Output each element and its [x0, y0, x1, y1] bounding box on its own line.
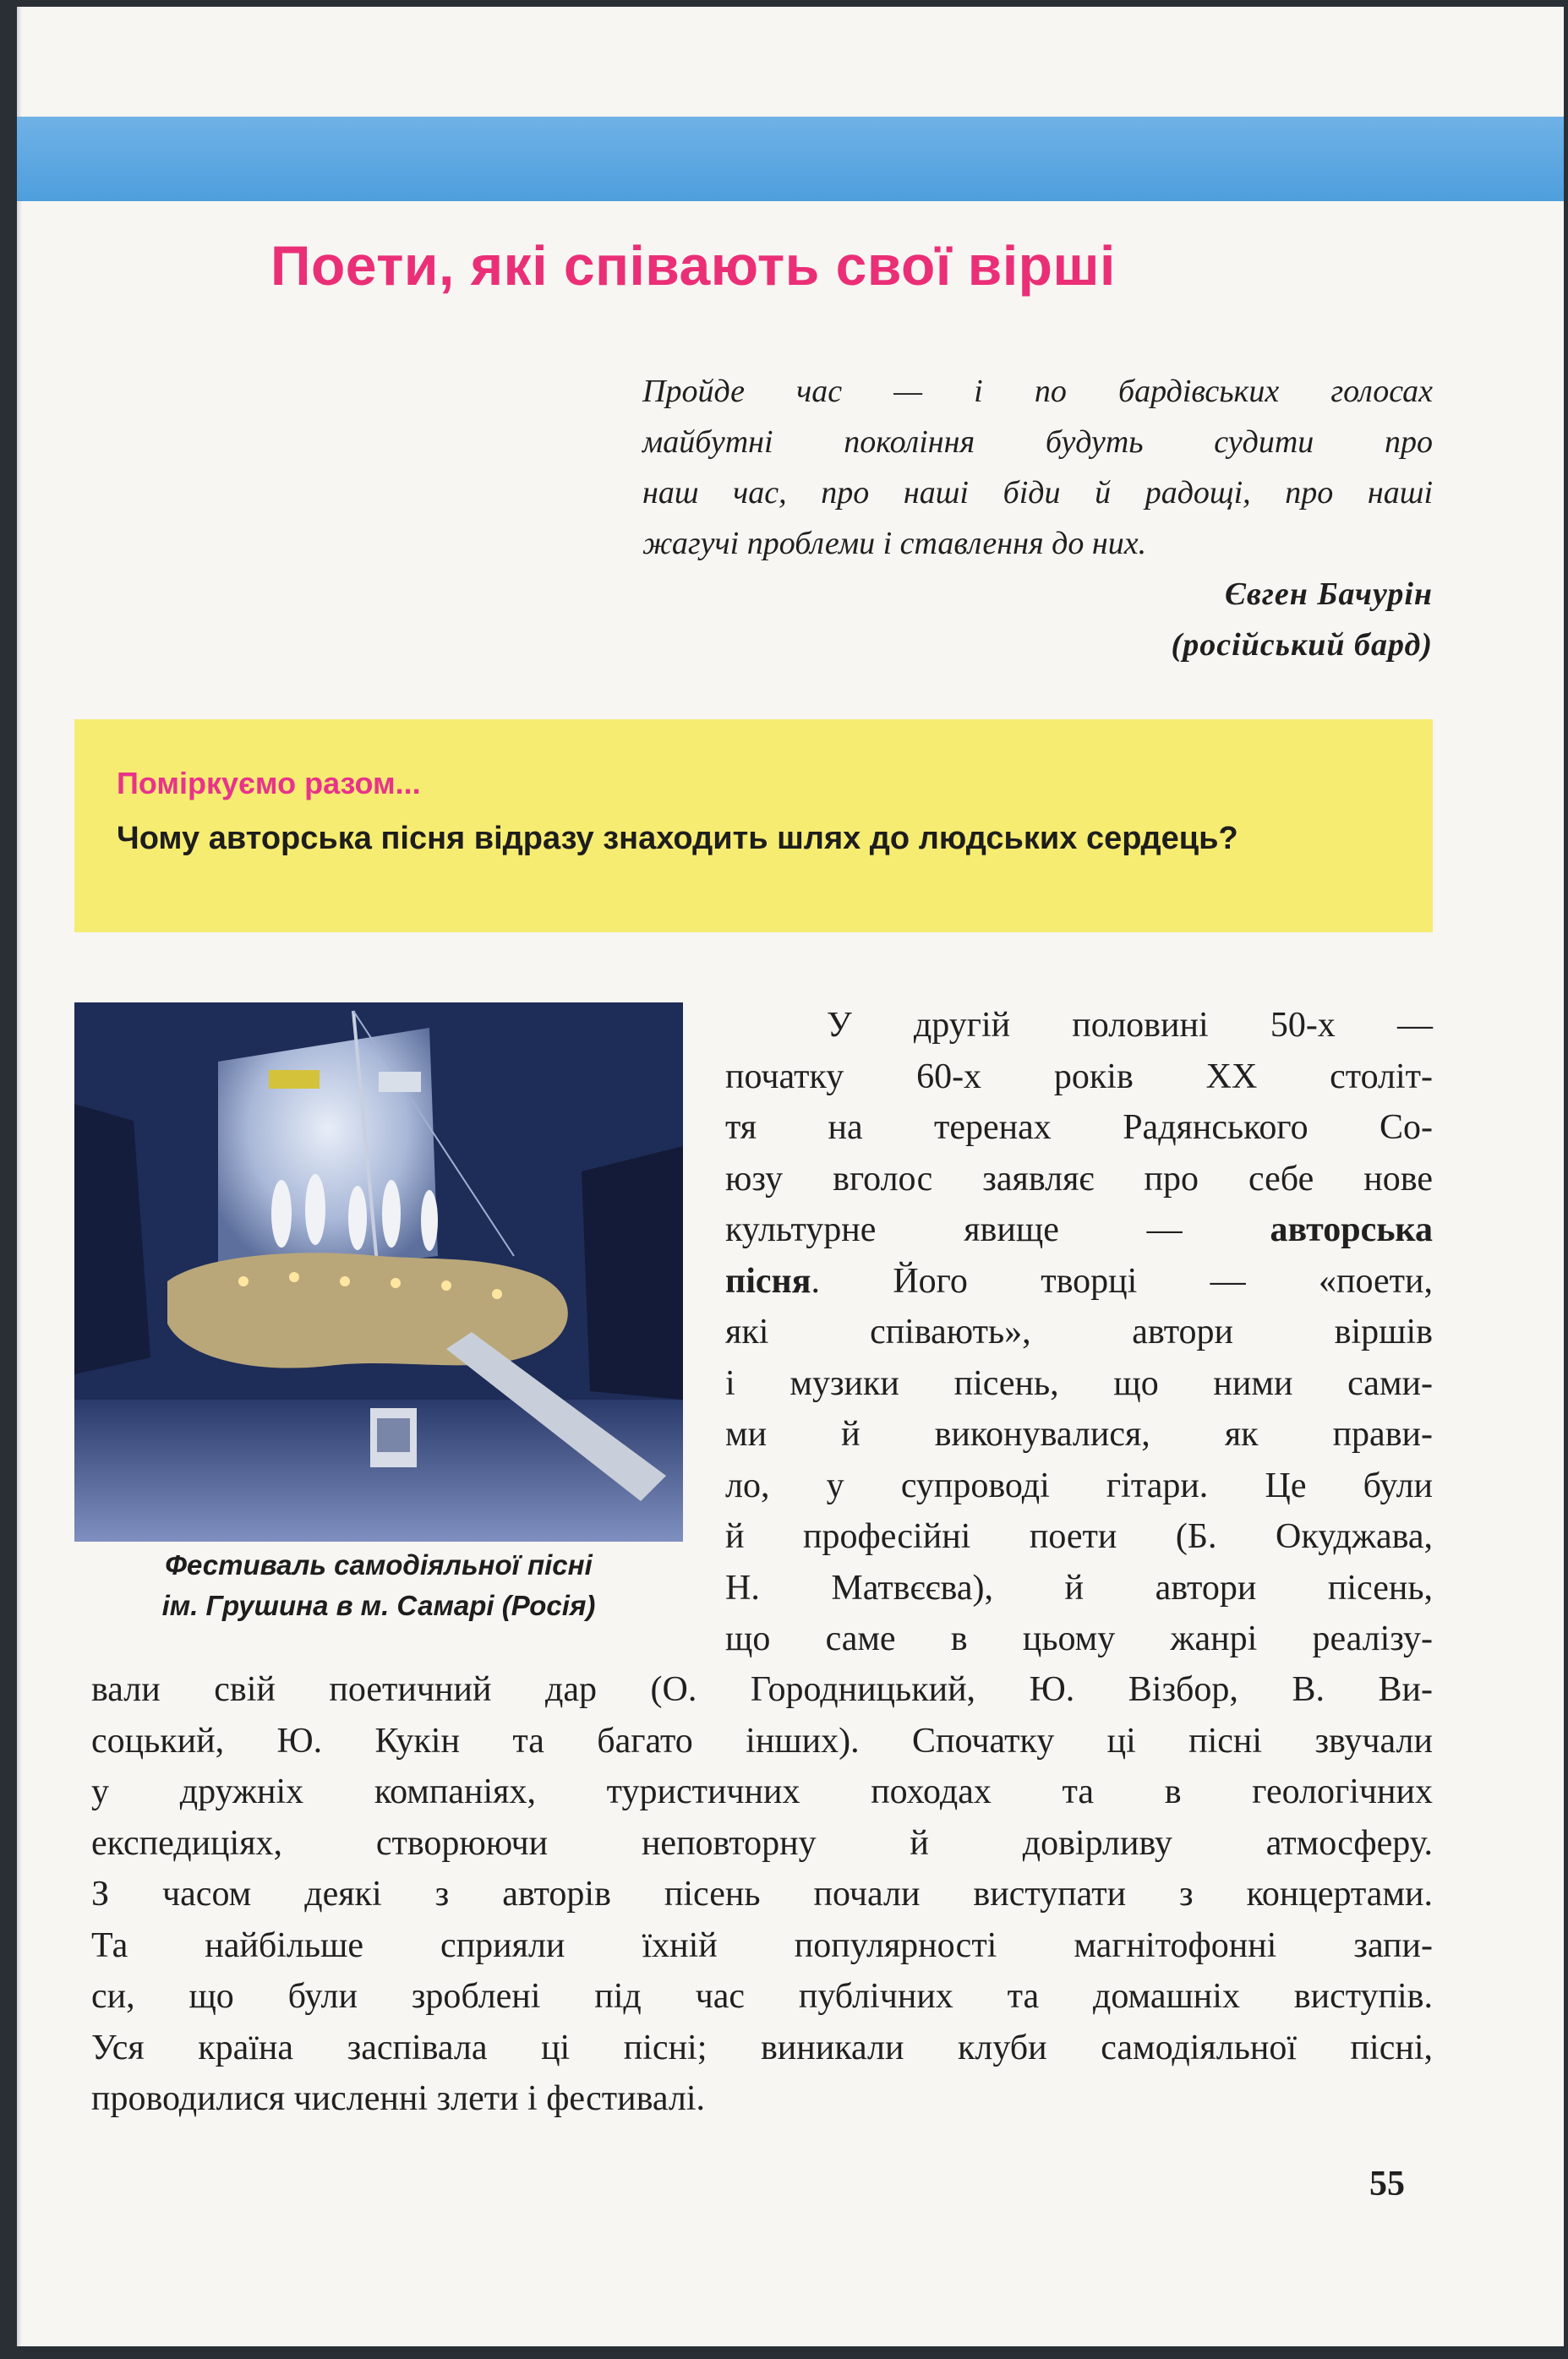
epigraph — [642, 366, 1433, 670]
key-term: авторська — [1270, 1210, 1433, 1249]
body-text-column — [725, 1000, 1433, 1665]
page-number: 55 — [1369, 2165, 1405, 2203]
body-line: і музики пісень, що ними сами- — [725, 1363, 1433, 1403]
discussion-question: Чому авторська пісня відразу знаходить шлях до людських сердець? — [117, 821, 1238, 856]
photo-caption — [83, 1545, 675, 1626]
body-line: З часом деякі з авторів пісень почали виступати з концертами. — [91, 1875, 1433, 1914]
body-line: у дружніх компаніях, туристичних походах та в геологічних — [91, 1772, 1433, 1811]
body-line: си, що були зроблені під час публічних та домашніх виступів. — [91, 1977, 1433, 2016]
festival-photo-illustration — [74, 1002, 683, 1542]
photo-caption-line: Фестиваль самодіяльної пісні — [165, 1549, 593, 1581]
guitar-stage — [167, 1253, 568, 1368]
body-line: вали свій поетичний дар (О. Городницький, Ю. Візбор, В. Ви- — [91, 1670, 1433, 1709]
body-line: У другій половині 50-х — — [827, 1006, 1433, 1045]
key-term: пісня — [725, 1261, 811, 1301]
body-line: проводилися численні злети і фестивалі. — [91, 2079, 705, 2118]
sail-shape — [218, 1028, 438, 1281]
epigraph-line: наш час, про наші біди й радощі, про наші — [642, 475, 1433, 511]
body-line: ло, у супроводі гітари. Це були — [725, 1466, 1433, 1505]
body-line: пісня. Його творці — «поети, — [725, 1261, 1433, 1301]
body-line: соцький, Ю. Кукін та багато інших). Спочатку ці пісні звучали — [91, 1721, 1433, 1761]
epigraph-author: Євген Бачурін — [1224, 576, 1433, 612]
header-band — [17, 117, 1564, 201]
epigraph-line: Пройде час — і по бардівських голосах — [642, 374, 1433, 409]
photo-caption-line: ім. Грушина в м. Самарі (Росія) — [161, 1590, 596, 1621]
body-line: експедиціях, створюючи неповторну й довірливу атмосферу. — [91, 1823, 1433, 1863]
epigraph-author-note: (російський бард) — [1171, 627, 1433, 663]
body-line: й професійні поети (Б. Окуджава, — [725, 1517, 1433, 1556]
body-line: що саме в цьому жанрі реалізу- — [725, 1619, 1433, 1658]
epigraph-line: майбутні покоління будуть судити про — [642, 424, 1433, 460]
body-line: юзу вголос заявляє про себе нове — [725, 1159, 1433, 1199]
body-line-bold-term: культурне явище — авторська — [725, 1210, 1433, 1249]
body-line: початку 60-х років XX століт- — [725, 1057, 1433, 1096]
body-line: ми й виконувалися, як прави- — [725, 1415, 1433, 1454]
body-line: Та найбільше сприяли їхній популярності магнітофонні запи- — [91, 1925, 1433, 1965]
textbook-page — [17, 7, 1564, 2346]
body-line: які співають», автори віршів — [725, 1313, 1433, 1352]
page-title: Поети, які співають свої вірші — [270, 234, 1116, 297]
body-line: тя на теренах Радянського Со- — [725, 1108, 1433, 1147]
epigraph-line: жагучі проблеми і ставлення до них. — [642, 526, 1147, 561]
discussion-heading: Поміркуємо разом... — [117, 766, 421, 800]
body-text-full — [91, 1664, 1433, 2125]
body-line: Н. Матвєєва), й автори пісень, — [725, 1568, 1433, 1608]
body-line: Уся країна заспівала ці пісні; виникали клуби самодіяльної пісні, — [91, 2028, 1433, 2067]
festival-photo — [74, 1002, 683, 1542]
